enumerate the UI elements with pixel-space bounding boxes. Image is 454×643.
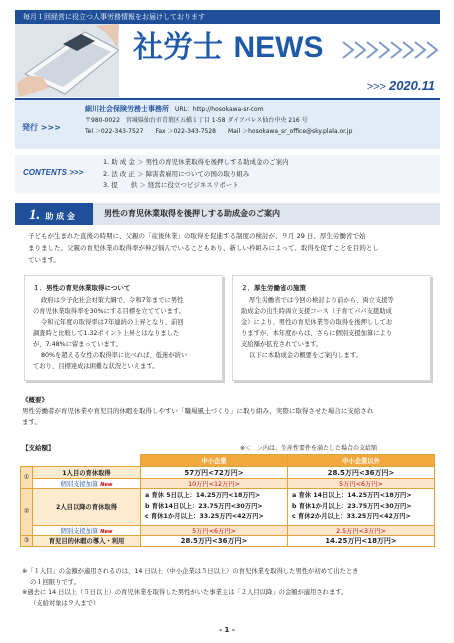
date-arrows: >>> [366, 81, 386, 93]
col-header-sme: 中小企業 [141, 455, 288, 467]
section-number-badge: 1. 助 成 金 [15, 203, 93, 225]
section-title: 男性の育児休業取得を後押しする助成金のご案内 [104, 209, 280, 218]
org-name: 細川社会保険労務士事務所 [85, 105, 169, 113]
table-note: ※＜ ＞内は、生産性要件を満たした場合の支給額 [240, 445, 378, 452]
laptop-photo [15, 24, 119, 97]
org-url[interactable]: URL：http://hosokawa-sr-com [175, 106, 264, 113]
newsletter-logo [133, 30, 323, 66]
contents-item[interactable]: 2. 法 改 正 ＞ 障害者雇用についての国の取り組み [103, 169, 250, 178]
org-mail[interactable]: Mail ＞hosokawa_sr_office@sky.plala.or.jp [228, 128, 353, 135]
box-title: １．男性の育児休業取得について [33, 284, 131, 292]
footnotes: ※「１人目」の金額が適用されるのは、14 日以上（中小企業は５日以上）の育児休業を取得した男性が初めて出たとき の１回限りです。 ※過去に 14 日以上（５日以上）の育児休業を取得した男性がいた事業主は「２人目以降」の金額が適用されます。 （支給対象は９人まで） [22, 568, 359, 607]
org-fax: Fax ＞022-343-7528 [155, 128, 216, 135]
contents-block [15, 155, 440, 193]
tagline: 毎月１回経営に役立つ人事労務情報をお届けしております [15, 10, 440, 24]
org-tel: Tel ＞022-343-7527 [85, 128, 144, 135]
issue-date [367, 78, 435, 93]
section-heading [15, 203, 440, 225]
chevron-decoration-icon [341, 40, 439, 60]
intro-paragraph: 子どもが生まれた直後の時期に、父親の「産後休業」の取得を促進する制度の検討が、９月 29 日、厚生労働省で始 まりました。父親の育児休業の取得率が伸び悩んでいることもあり、新しい枠組みによって、取得を促すことを目的とし ています。 [28, 232, 379, 264]
info-box-right: ２．厚生労働省の施策 厚生労働省では今回の検討より前から、両立支援等 助成金の出生時両立支援コース（子育てパパ支援助成 金）により、男性の育児休業等の取得を後押ししてお りますが、本年度からは、さらに個別支援加算により 支給額が拡充されています。 以下に本助成金の概要をご案内します。 [232, 275, 431, 381]
contents-item[interactable]: 1. 助 成 金 ＞ 男性の育児休業取得を後押しする助成金のご案内 [103, 158, 289, 166]
logo-jp: 社労士 [133, 30, 223, 65]
overview-block: 《概要》 男性労働者が育児休業や育児目的休暇を取得しやすい「職場風土づくり」に取り組み、実際に取得させた場合に支給され ます。 [22, 396, 374, 426]
box-title: ２．厚生労働省の施策 [241, 284, 306, 292]
publisher-details [85, 104, 352, 137]
contents-item[interactable]: 3. 提 供 ＞ 経営に役立つビジネスリポート [103, 181, 239, 189]
subsidy-table: 中小企業 中小企業以外 ① 1人目の育休取得 57万円<72万円> 28.5万円<36万円> 個別支援加算 New 10万円<12万円> 5万円<6万円> ② 2人目以降の育休取得 a 育休 5日以上：14.25万円<18万円> b 育休14日以上：23.75万円<30万円> c 育休1か月以上：33.25万円<42万円> a 育休 14日以上：14.25万円<18万円> b 育休1か月以上：23.75万円<30万円> c 育休2か月以上：33.25万円<42万円> 個別支援加算 New 5万円<6万円> 2.5万円<3万円> ③ 育児目的休暇の導入・利用 28.5万円<36万円> 14.25万円<18万円> [20, 454, 435, 547]
contents-list [103, 157, 289, 192]
publisher-top-rule [15, 98, 440, 100]
logo-en: NEWS [233, 31, 324, 64]
page-number: - 1 - [219, 626, 235, 634]
masthead [15, 10, 440, 97]
table-title: 【支給額】 [22, 444, 55, 452]
issue-date-text: 2020.11 [388, 78, 435, 93]
col-header-large: 中小企業以外 [288, 455, 435, 467]
org-address: 〒980-0022 宮城県仙台市青葉区五橋１丁目 1-58 ダイアパレス仙台中央 216 号 [85, 117, 308, 124]
contents-label: CONTENTS >>> [23, 168, 84, 177]
publisher-label: 発行 >>> [22, 123, 61, 132]
info-box-left: １．男性の育児休業取得について 政府は少子化社会対策大綱で、令和7年までに男性 の育児休業取得率を30%にする目標を立てています。 令和元年度の取得率は7年連続の上昇となり、前回 調査時と比較して1.32ポイント上昇とはなりました が、7.48%に留まっています。 80%を超える女性の取得率に比べれば、低迷が続い ており、目標達成は困難な状況といえます。 [24, 275, 223, 381]
publisher-block [15, 98, 440, 149]
